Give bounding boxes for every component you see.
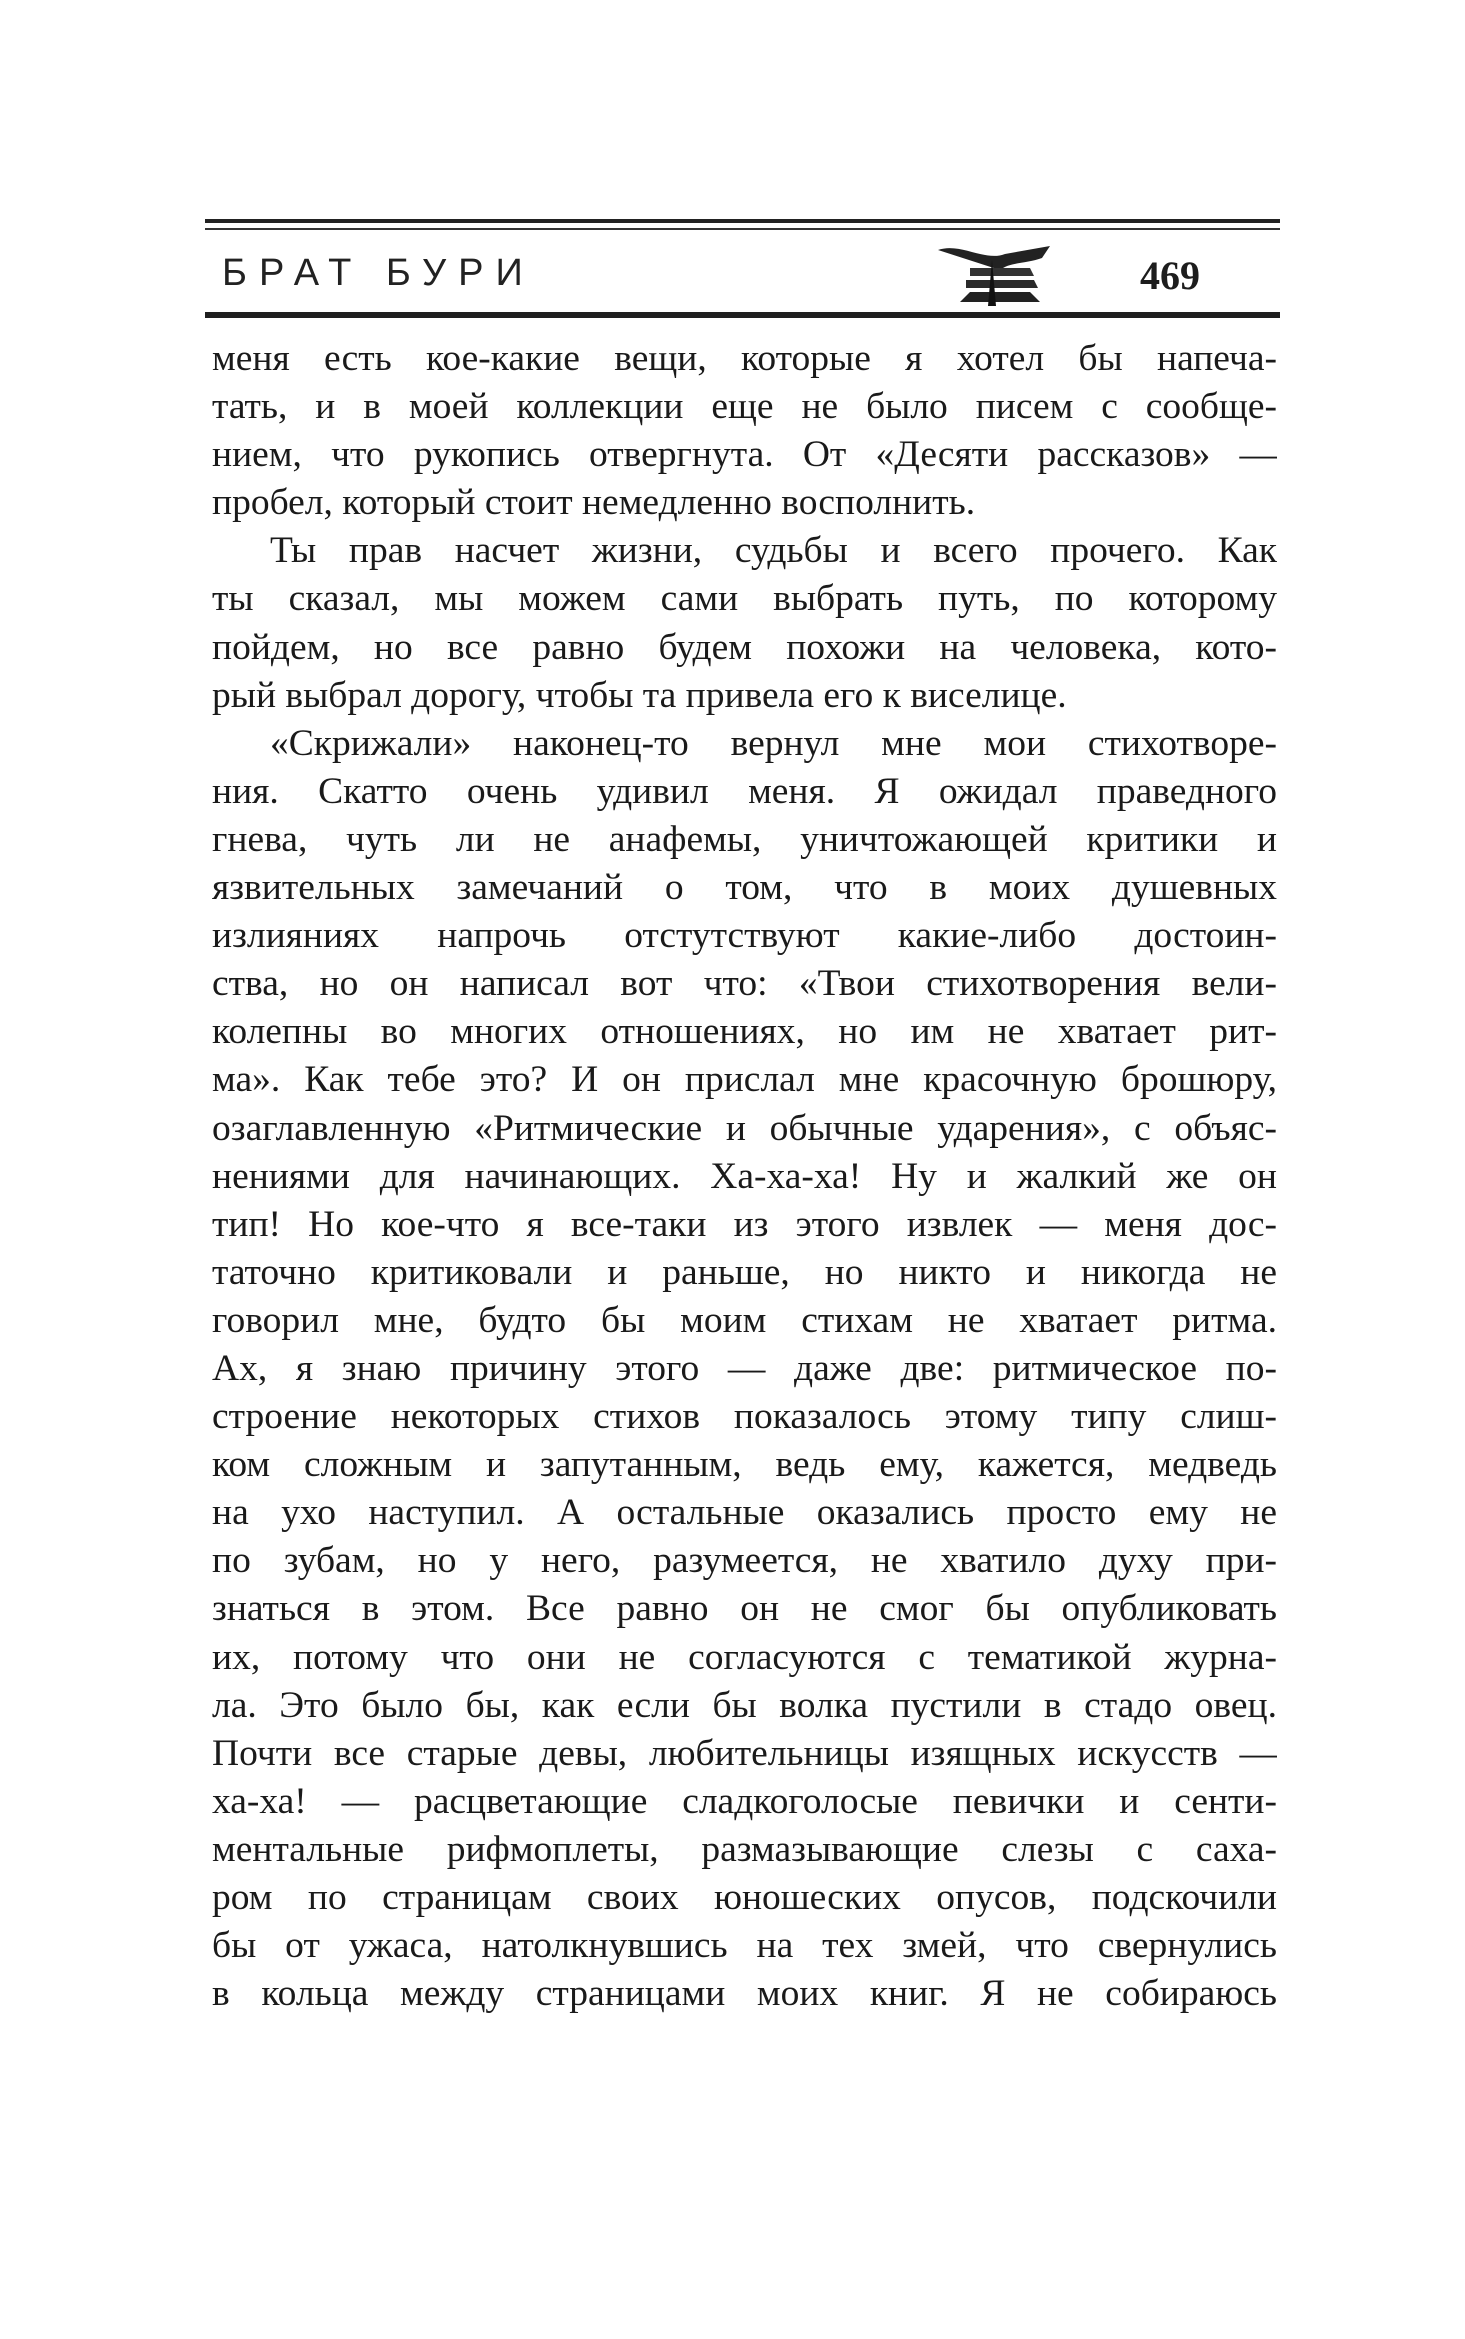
text-line: ха-ха! — расцветающие сладкоголосые певички и сенти- (212, 1780, 1277, 1822)
text-line: на ухо наступил. А остальные оказались просто ему не (212, 1492, 1277, 1534)
text-line: таточно критиковали и раньше, но никто и никогда не (212, 1251, 1277, 1293)
text-line: их, потому что они не согласуются с тематикой журна- (212, 1636, 1277, 1678)
text-line: «Скрижали» наконец-то вернул мне мои стихотворе- (270, 722, 1277, 764)
text-line: излияниях напрочь отстутствуют какие-либо достоин- (212, 915, 1277, 957)
running-title: БРАТ БУРИ (222, 252, 535, 294)
text-line: пойдем, но все равно будем похожи на человека, кото- (212, 626, 1277, 668)
text-line: говорил мне, будто бы моим стихам не хватает ритма. (212, 1299, 1277, 1341)
header-rule-top-thin (205, 228, 1280, 230)
text-line: ты сказал, мы можем сами выбрать путь, по которому (212, 578, 1277, 620)
text-line: пробел, который стоит немедленно восполнить. (212, 482, 976, 524)
text-line: ментальные рифмоплеты, размазывающие слезы с саха- (212, 1828, 1277, 1870)
text-line: озаглавленную «Ритмические и обычные ударения», с объяс- (212, 1107, 1277, 1149)
text-line: ния. Скатто очень удивил меня. Я ожидал праведного (212, 770, 1277, 812)
text-line: рый выбрал дорогу, чтобы та привела его к виселице. (212, 674, 1067, 716)
page-number: 469 (1140, 253, 1200, 298)
text-line: Ах, я знаю причину этого — даже две: ритмическое по- (212, 1347, 1277, 1389)
text-line: Почти все старые девы, любительницы изящных искусств — (212, 1732, 1277, 1774)
header-rule-top (205, 219, 1280, 223)
text-line: в кольца между страницами моих книг. Я не собираюсь (212, 1973, 1277, 2015)
book-ornament-icon (930, 240, 1060, 312)
text-line: меня есть кое-какие вещи, которые я хотел бы напеча- (212, 338, 1277, 379)
text-line: нием, что рукопись отвергнута. От «Десяти рассказов» — (212, 434, 1277, 476)
text-line: ла. Это было бы, как если бы волка пустили в стадо овец. (212, 1684, 1277, 1726)
text-line: тать, и в моей коллекции еще не было писем с сообще- (212, 386, 1277, 428)
text-line: знаться в этом. Все равно он не смог бы опубликовать (212, 1588, 1277, 1630)
text-line: ства, но он написал вот что: «Твои стихотворения вели- (212, 963, 1277, 1005)
text-line: бы от ужаса, натолкнувшись на тех змей, что свернулись (212, 1925, 1277, 1967)
header-rule-bottom (205, 312, 1280, 318)
text-line: колепны во многих отношениях, но им не хватает рит- (212, 1011, 1277, 1053)
text-line: по зубам, но у него, разумеется, не хватило духу при- (212, 1540, 1277, 1582)
body-text (212, 335, 1277, 2018)
text-line: тип! Но кое-что я все-таки из этого извлек — меня дос- (212, 1203, 1277, 1245)
text-line: ма». Как тебе это? И он прислал мне красочную брошюру, (212, 1059, 1277, 1101)
text-line: нениями для начинающих. Ха-ха-ха! Ну и жалкий же он (212, 1155, 1277, 1197)
text-line: строение некоторых стихов показалось этому типу слиш- (212, 1396, 1277, 1438)
text-line: язвительных замечаний о том, что в моих душевных (212, 867, 1277, 909)
text-line: ком сложным и запутанным, ведь ему, кажется, медведь (212, 1444, 1277, 1486)
text-line: ром по страницам своих юношеских опусов, подскочили (212, 1877, 1277, 1918)
text-line: Ты прав насчет жизни, судьбы и всего прочего. Как (270, 530, 1277, 572)
text-line: гнева, чуть ли не анафемы, уничтожающей критики и (212, 818, 1277, 860)
